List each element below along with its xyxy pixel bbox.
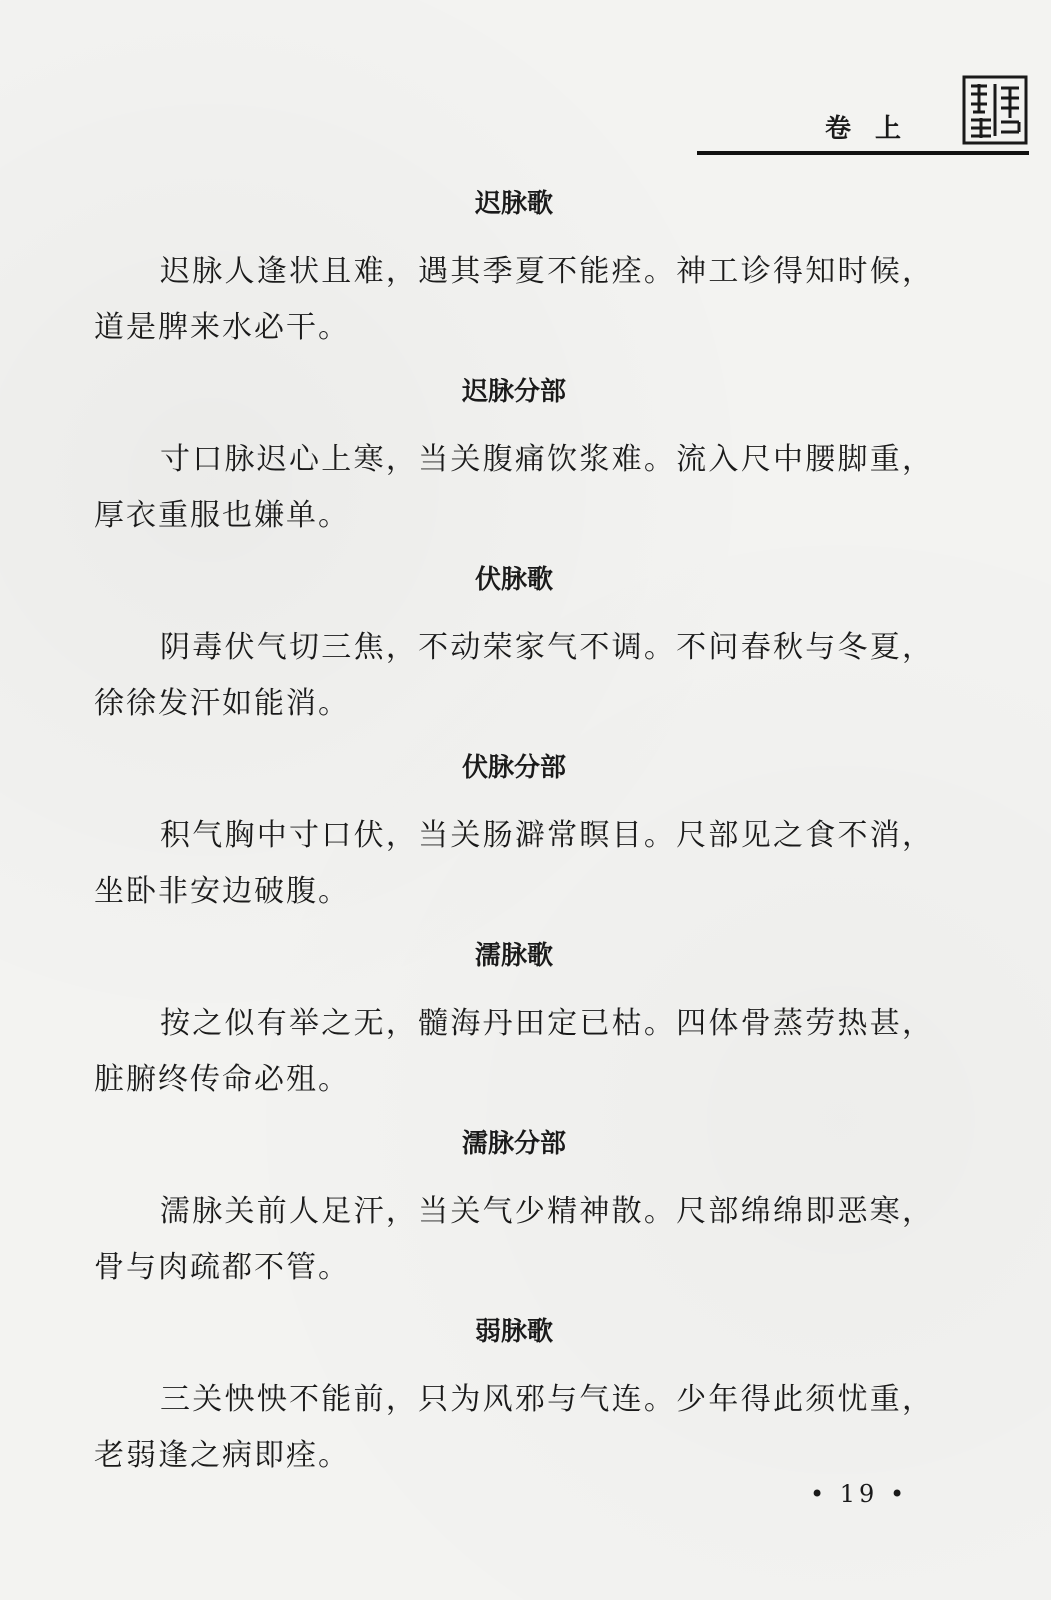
section-title: 迟脉分部: [461, 377, 566, 407]
verse-paragraph: 阴毒伏气切三焦，不动荣家气不调。不问春秋与冬夏，徐徐发汗如能消。: [94, 630, 934, 721]
verse-paragraph: 三关怏怏不能前，只为风邪与气连。少年得此须忧重，老弱逢之病即痊。: [94, 1382, 934, 1473]
verse-paragraph: 积气胸中寸口伏，当关肠澼常瞑目。尺部见之食不消，坐卧非安边破腹。: [94, 818, 934, 909]
section-title: 伏脉歌: [474, 565, 553, 595]
section-title: 濡脉分部: [461, 1129, 566, 1159]
section-title: 濡脉歌: [474, 941, 553, 971]
page-number: • 19 •: [810, 1480, 909, 1508]
section-title: 伏脉分部: [461, 753, 566, 783]
verse-paragraph: 濡脉关前人足汗，当关气少精神散。尺部绵绵即恶寒，骨与肉疏都不管。: [94, 1194, 934, 1285]
header-rule: [697, 151, 1029, 155]
verse-paragraph: 寸口脉迟心上寒，当关腹痛饮浆难。流入尺中腰脚重，厚衣重服也嫌单。: [94, 442, 934, 533]
section-title: 迟脉歌: [474, 189, 553, 219]
running-header: 卷上: [824, 114, 925, 144]
section-title: 弱脉歌: [474, 1317, 553, 1347]
main-text: [94, 178, 934, 1494]
verse-paragraph: 按之似有举之无，髓海丹田定已枯。四体骨蒸劳热甚，脏腑终传命必殂。: [94, 1006, 934, 1097]
verse-paragraph: 迟脉人逢状且难，遇其季夏不能痊。神工诊得知时候，道是脾来水必干。: [94, 254, 934, 345]
seal-logo-icon: [961, 74, 1029, 146]
